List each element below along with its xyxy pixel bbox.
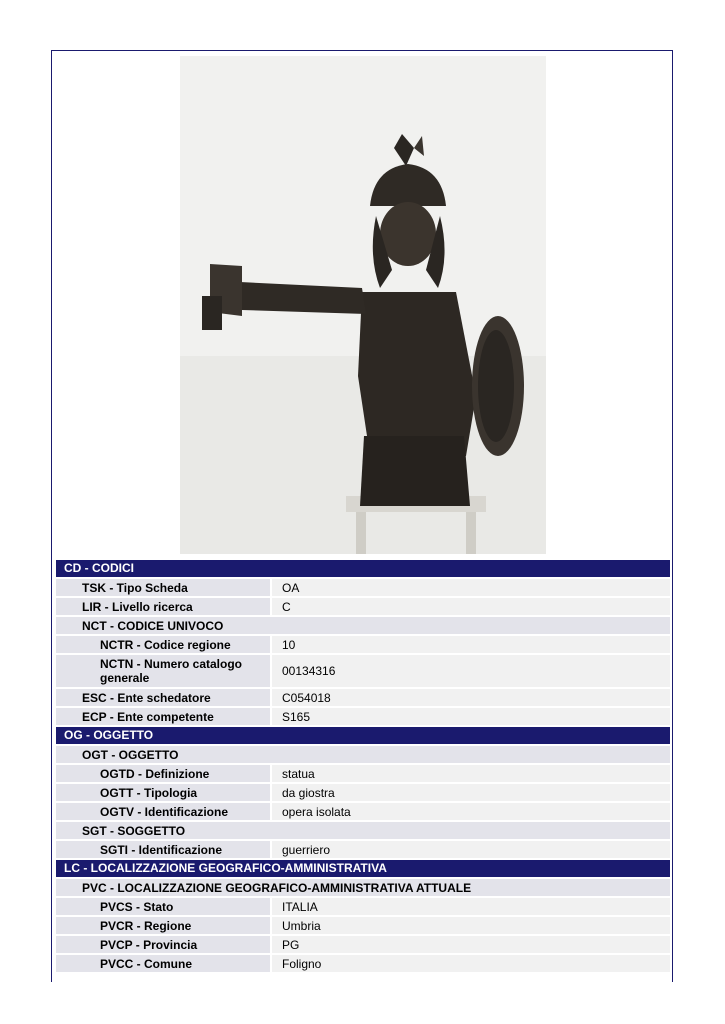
field-value: opera isolata xyxy=(272,803,670,820)
field-key: NCTR - Codice regione xyxy=(56,636,270,653)
field-value: da giostra xyxy=(272,784,670,801)
field-row xyxy=(56,822,670,839)
field-key: TSK - Tipo Scheda xyxy=(56,579,270,596)
field-key: OGT - OGGETTO xyxy=(56,746,670,763)
section-header-oggetto: OG - OGGETTO xyxy=(56,727,670,744)
field-row xyxy=(56,636,670,653)
field-key: NCT - CODICE UNIVOCO xyxy=(56,617,670,634)
field-row xyxy=(56,784,670,801)
section-header-localizzazione: LC - LOCALIZZAZIONE GEOGRAFICO-AMMINISTRATIVA xyxy=(56,860,670,877)
field-row xyxy=(56,936,670,953)
field-row xyxy=(56,746,670,763)
field-row xyxy=(56,765,670,782)
field-value: C054018 xyxy=(272,689,670,706)
field-value: 10 xyxy=(272,636,670,653)
section-header-codici: CD - CODICI xyxy=(56,560,670,577)
catalog-fields xyxy=(56,560,670,974)
field-row xyxy=(56,617,670,634)
field-key: PVCP - Provincia xyxy=(56,936,270,953)
field-key: OGTV - Identificazione xyxy=(56,803,270,820)
field-row xyxy=(56,708,670,725)
field-key: SGT - SOGGETTO xyxy=(56,822,670,839)
field-row xyxy=(56,655,670,687)
field-value: Foligno xyxy=(272,955,670,972)
field-row xyxy=(56,579,670,596)
field-row xyxy=(56,955,670,972)
field-value: C xyxy=(272,598,670,615)
field-key: OGTT - Tipologia xyxy=(56,784,270,801)
field-value: Umbria xyxy=(272,917,670,934)
field-key: PVCR - Regione xyxy=(56,917,270,934)
field-key: SGTI - Identificazione xyxy=(56,841,270,858)
field-key: PVCS - Stato xyxy=(56,898,270,915)
field-value: S165 xyxy=(272,708,670,725)
field-key: ECP - Ente competente xyxy=(56,708,270,725)
field-value: 00134316 xyxy=(272,655,670,687)
field-row xyxy=(56,917,670,934)
field-key: NCTN - Numero catalogo generale xyxy=(56,655,270,687)
field-value: ITALIA xyxy=(272,898,670,915)
field-key: ESC - Ente schedatore xyxy=(56,689,270,706)
field-row xyxy=(56,879,670,896)
field-key: PVCC - Comune xyxy=(56,955,270,972)
field-key: PVC - LOCALIZZAZIONE GEOGRAFICO-AMMINISTRATIVA ATTUALE xyxy=(56,879,670,896)
catalog-sheet xyxy=(51,50,673,982)
field-value: statua xyxy=(272,765,670,782)
field-row xyxy=(56,803,670,820)
field-value: guerriero xyxy=(272,841,670,858)
object-photo xyxy=(180,56,546,554)
field-row xyxy=(56,598,670,615)
field-row xyxy=(56,689,670,706)
field-key: OGTD - Definizione xyxy=(56,765,270,782)
field-value: OA xyxy=(272,579,670,596)
field-value: PG xyxy=(272,936,670,953)
field-key: LIR - Livello ricerca xyxy=(56,598,270,615)
field-row xyxy=(56,898,670,915)
field-row xyxy=(56,841,670,858)
warrior-statue-image xyxy=(180,56,546,554)
